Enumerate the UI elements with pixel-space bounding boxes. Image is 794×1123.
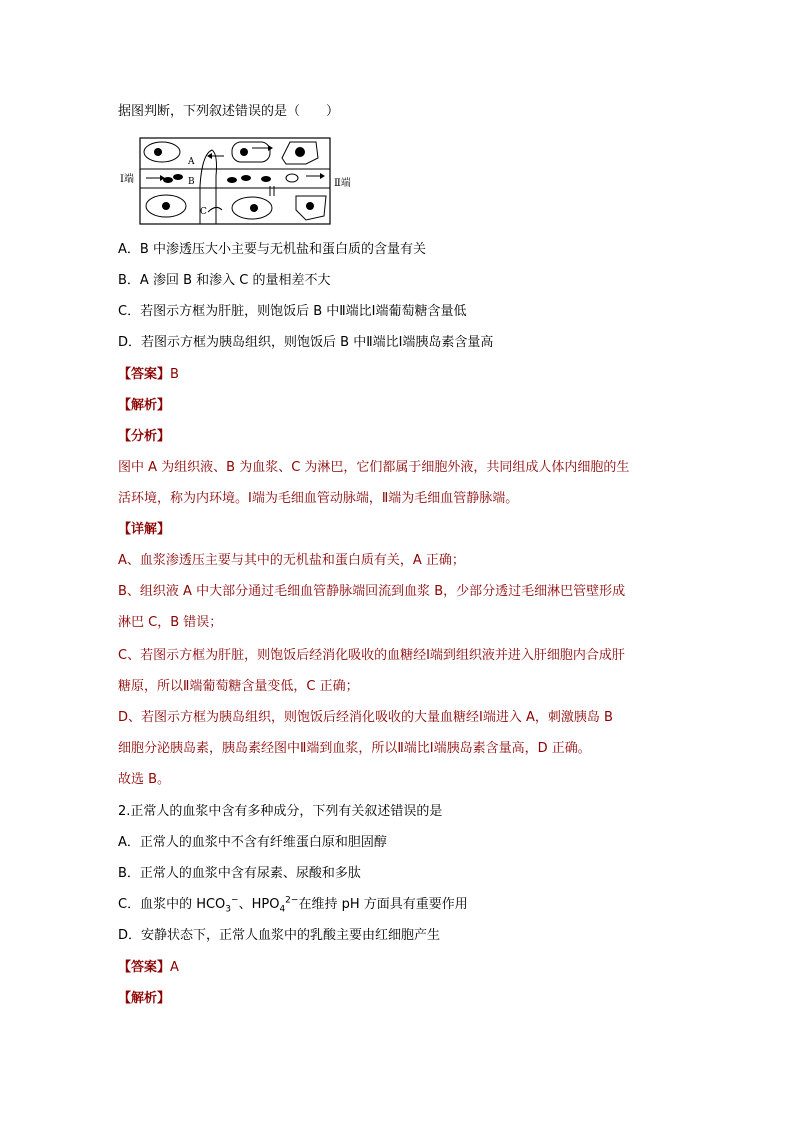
cell-nucleus xyxy=(162,202,170,210)
tissue-cell xyxy=(232,142,270,162)
q1-detail-line: B、组织液 A 中大部分通过毛细血管静脉端回流到血浆 B，少部分透过毛细淋巴管壁形成 xyxy=(118,584,626,599)
q2-option-c-sub1: 3 xyxy=(225,904,232,915)
q2-stem: 2.正常人的血浆中含有多种成分，下列有关叙述错误的是 xyxy=(118,804,443,819)
q1-detail-line: C、若图示方框为肝脏，则饱饭后经消化吸收的血糖经Ⅰ端到组织液并进入肝细胞内合成肝 xyxy=(118,648,625,663)
q2-option-a: A．正常人的血浆中不含有纤维蛋白原和胆固醇 xyxy=(118,835,387,850)
end-ii-label: Ⅱ端 xyxy=(334,178,351,189)
q1-answer-label: 【答案】 xyxy=(118,367,171,382)
label-a: A xyxy=(188,157,195,167)
q1-fenxi-label: 【分析】 xyxy=(118,429,171,444)
blood-cell xyxy=(261,176,271,182)
q2-answer-value: A xyxy=(170,960,179,975)
q2-analysis-label: 【解析】 xyxy=(118,991,171,1006)
q2-answer xyxy=(118,958,179,978)
q1-detail-line: 细胞分泌胰岛素，胰岛素经图中Ⅱ端到血浆，所以Ⅱ端比Ⅰ端胰岛素含量高，D 正确。 xyxy=(118,741,591,756)
q1-detail-line: 糖原，所以Ⅱ端葡萄糖含量变低，C 正确； xyxy=(118,679,359,694)
cell-nucleus xyxy=(240,148,248,156)
q1-detail-line: A、血浆渗透压主要与其中的无机盐和蛋白质有关，A 正确； xyxy=(118,553,465,568)
q2-option-b: B．正常人的血浆中含有尿素、尿酸和多肽 xyxy=(118,866,361,881)
q1-detail-label: 【详解】 xyxy=(118,522,171,537)
q1-analysis-label: 【解析】 xyxy=(118,398,171,413)
blood-cell xyxy=(286,174,298,182)
capillary-tissue-diagram xyxy=(120,136,360,226)
q1-answer xyxy=(118,365,179,385)
q2-option-c xyxy=(118,895,468,915)
label-b: B xyxy=(188,177,195,187)
q1-detail-line: 淋巴 C，B 错误； xyxy=(118,615,223,630)
q1-fenxi-line: 图中 A 为组织液、B 为血浆、C 为淋巴，它们都属于细胞外液，共同组成人体内细胞的生 xyxy=(118,460,630,475)
q1-detail-line: 故选 B。 xyxy=(118,772,171,787)
q1-option-b: B．A 渗回 B 和渗入 C 的量相差不大 xyxy=(118,273,331,288)
q1-fenxi-line: 活环境，称为内环境。Ⅰ端为毛细血管动脉端，Ⅱ端为毛细血管静脉端。 xyxy=(118,491,519,506)
cell-nucleus xyxy=(154,148,162,156)
q1-detail-line: D、若图示方框为胰岛组织，则饱饭后经消化吸收的大量血糖经Ⅰ端进入 A，刺激胰岛 B xyxy=(118,710,613,725)
q2-option-c-mid: 、HPO xyxy=(238,897,280,912)
q2-option-c-sup1: − xyxy=(231,895,239,906)
q1-answer-value: B xyxy=(170,367,179,382)
q2-option-d: D．安静状态下，正常人血浆中的乳酸主要由红细胞产生 xyxy=(118,928,441,943)
blood-cell xyxy=(227,177,237,183)
blood-cell xyxy=(241,175,251,181)
flow-arrow-head xyxy=(320,173,325,179)
cell-nucleus xyxy=(306,202,314,210)
diagram-svg xyxy=(120,136,360,226)
lymph-arrow xyxy=(208,207,222,212)
cell-nucleus xyxy=(250,204,258,212)
q1-option-a: A．B 中渗透压大小主要与无机盐和蛋白质的含量有关 xyxy=(118,242,426,257)
q1-option-d: D．若图示方框为胰岛组织，则饱饭后 B 中Ⅱ端比Ⅰ端胰岛素含量高 xyxy=(118,335,494,350)
q2-option-c-pre: C．血浆中的 HCO xyxy=(118,897,226,912)
blood-cell xyxy=(173,174,183,180)
label-c: C xyxy=(200,207,207,217)
exchange-arrow-head xyxy=(268,145,273,151)
q2-answer-label: 【答案】 xyxy=(118,960,171,975)
end-i-label: Ⅰ端 xyxy=(120,174,134,185)
q2-option-c-sup2: 2− xyxy=(285,895,299,906)
q2-option-c-post: 在维持 pH 方面具有重要作用 xyxy=(298,897,468,912)
q1-option-c: C．若图示方框为肝脏，则饱饭后 B 中Ⅱ端比Ⅰ端葡萄糖含量低 xyxy=(118,304,467,319)
q2-option-c-sub2: 4 xyxy=(279,904,286,915)
q1-stem: 据图判断，下列叙述错误的是（ ） xyxy=(118,104,340,119)
cell-nucleus xyxy=(295,147,305,157)
